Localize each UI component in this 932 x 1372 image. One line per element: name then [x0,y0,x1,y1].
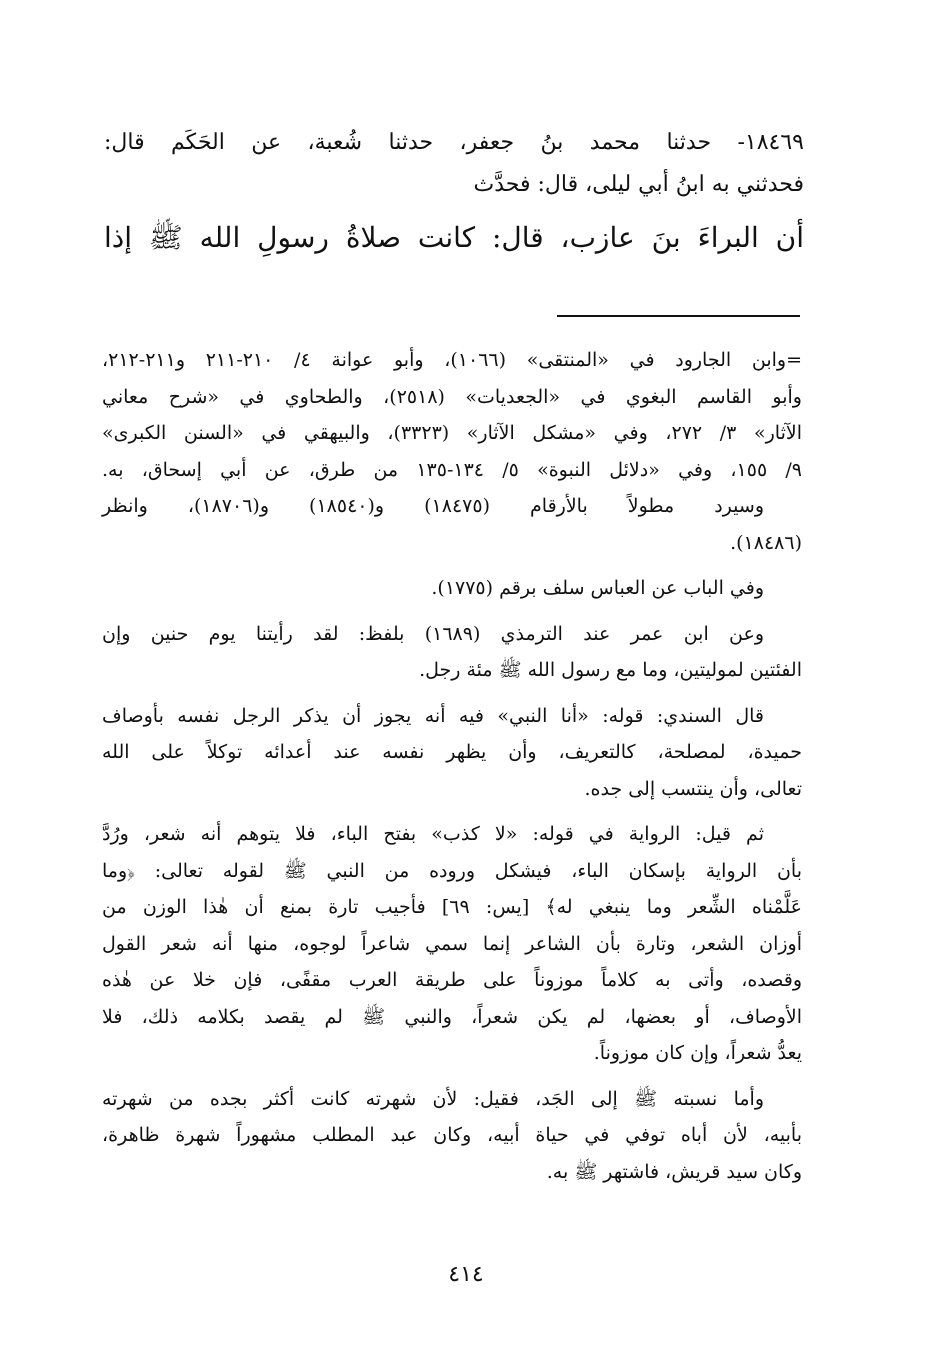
footnote-line: ٩/ ١٥٥، وفي «دلائل النبوة» ٥/ ١٣٤-١٣٥ من طرق، عن أبي إسحاق، به. [102,458,803,481]
footnote-line: يعدُّ شعراً، وإن كان موزوناً. [593,1042,802,1064]
footnote-line: حميدة، لمصلحة، كالتعريف، وأن يظهر نفسه عند أعدائه توكلاً على الله [102,741,802,763]
hadith-line: أن البراءَ بنَ عازب، قال: كانت صلاةُ رسولِ الله ﷺ إذا [104,221,804,254]
main-line: فحدثني به ابنُ أبي ليلى، قال: فحدَّث [473,172,804,197]
main-text [104,122,804,266]
footnote-line: الآثار» ٣/ ٢٧٢، وفي «مشكل الآثار» (٣٣٢٣)، والبيهقي في «السنن الكبرى» [102,422,802,444]
footnote-line: (١٨٤٨٦). [730,531,802,554]
footnote-line: ثم قيل: الرواية في قوله: «لا كذب» بفتح الباء، فلا يتوهم أنه شعر، ورُدَّ [102,823,764,845]
footnote-line: وفي الباب عن العباس سلف برقم (١٧٧٥). [431,577,764,599]
footnote-line: وسيرد مطولاً بالأرقام (١٨٤٧٥) و(١٨٥٤٠) و(١٨٧٠٦)، وانظر [102,495,764,517]
footnote-line: وكان سيد قريش، فاشتهر ﷺ به. [546,1160,802,1183]
footnote-line: وأما نسبته ﷺ إلى الجَد، فقيل: لأن شهرته كانت أكثر بجده من شهرته [102,1087,764,1110]
footnote-separator [557,315,800,317]
page-number: ٤١٤ [448,1262,484,1287]
footnote-line: عَلَّمْناه الشِّعر وما ينبغي له﴾ [يس: ٦٩] فأجيب تارة بمنع أن هٰذا الوزن من [102,896,802,918]
footnote-line: وأبو القاسم البغوي في «الجعديات» (٢٥١٨)، والطحاوي في «شرح معاني [102,385,802,408]
footnote-line: أوزان الشعر، وتارة بأن الشاعر إنما سمي شاعراً لوجوه، منها أنه شعر القول [102,932,802,955]
footnotes [102,342,802,1190]
footnote-line: وقصده، وأتى به كلاماً موزوناً على طريقة العرب مقفًى، فإن خلا عن هٰذه [102,969,802,991]
footnote-line: وعن ابن عمر عند الترمذي (١٦٨٩) بلفظ: لقد رأيتنا يوم حنين وإن [102,622,764,645]
footnote-line: الفئتين لموليتين، وما مع رسول الله ﷺ مئة رجل. [419,659,802,681]
footnote-line: تعالى، وأن ينتسب إلى جده. [584,777,802,800]
footnote-line: الأوصاف، أو بعضها، لم يكن شعراً، والنبي ﷺ لم يقصد بكلامه ذلك، فلا [102,1005,802,1028]
footnote-line: بأبيه، لأن أباه توفي في حياة أبيه، وكان عبد المطلب مشهوراً شهرة ظاهرة، [102,1124,802,1146]
footnote-line: بأن الرواية بإسكان الباء، فيشكل وروده من النبي ﷺ لقوله تعالى: ﴿وما [102,859,802,882]
footnote-line: قال السندي: قوله: «أنا النبي» فيه أنه يجوز أن يذكر الرجل نفسه بأوصاف [102,704,764,727]
footnote-line: =وابن الجارود في «المنتقى» (١٠٦٦)، وأبو عوانة ٤/ ٢١٠-٢١١ و٢١١-٢١٢، [102,349,802,371]
main-line: ١٨٤٦٩- حدثنا محمد بنُ جعفر، حدثنا شُعبة، عن الحَكَم قال: [104,130,804,155]
